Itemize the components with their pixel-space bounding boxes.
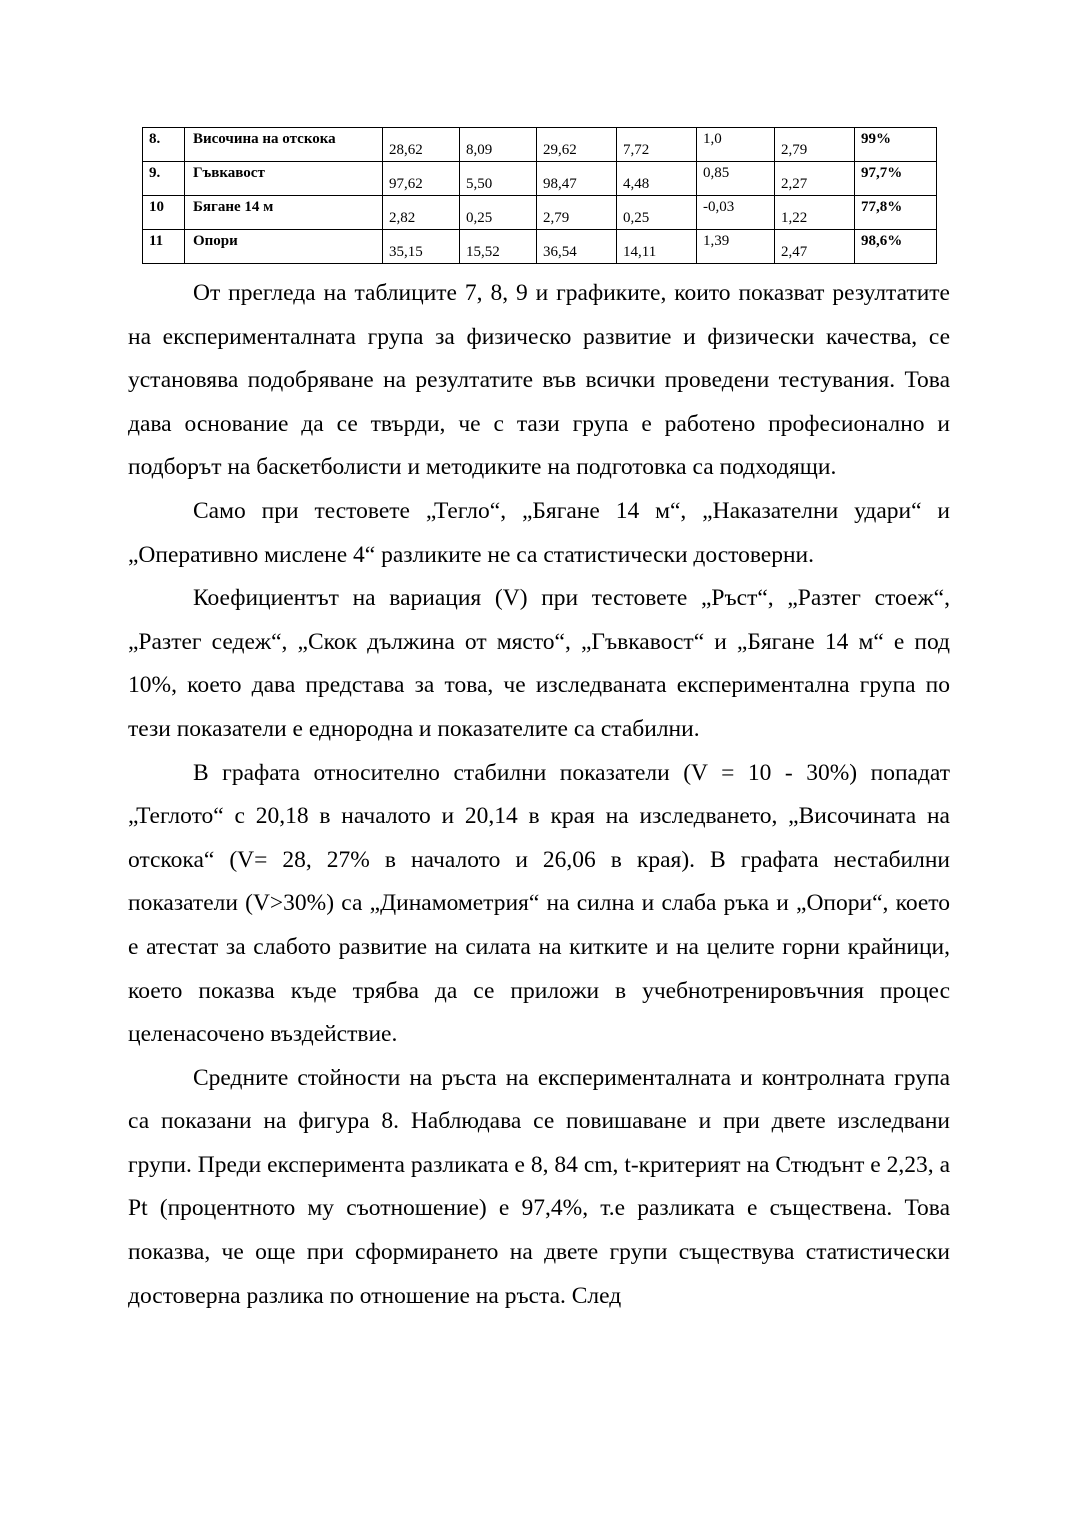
table-cell: 8,09 — [460, 128, 537, 162]
table-row — [143, 162, 937, 196]
table-cell: 5,50 — [460, 162, 537, 196]
paragraph: Коефициентът на вариация (V) при тестовете „Ръст“, „Разтег стоеж“, „Разтег седеж“, „Скок дължина от място“, „Гъвкавост“ и „Бягане 14 м“ е под 10%, което дава представа за това, че изследваната експериментална група по тези показатели е еднородна и показателите са стабилни. — [128, 585, 950, 742]
table-cell: 97,62 — [383, 162, 460, 196]
paragraph: Само при тестовете „Тегло“, „Бягане 14 м“, „Наказателни удари“ и „Оперативно мислене 4“ разликите не са статистически достоверни. — [128, 497, 950, 568]
table-cell: 2,79 — [775, 128, 855, 162]
row-label: Бягане 14 м — [185, 196, 383, 230]
table-cell: 15,52 — [460, 230, 537, 264]
row-number: 8. — [143, 128, 185, 162]
row-number: 10 — [143, 196, 185, 230]
table-cell: 0,85 — [697, 162, 775, 196]
table-cell: 2,27 — [775, 162, 855, 196]
table-row — [143, 230, 937, 264]
table-cell: 1,0 — [697, 128, 775, 162]
table-cell: 4,48 — [617, 162, 697, 196]
table-cell: 28,62 — [383, 128, 460, 162]
table-cell: -0,03 — [697, 196, 775, 230]
table-cell-pt: 97,7% — [855, 162, 937, 196]
paragraph: Средните стойности на ръста на експерименталната и контролната група са показани на фигура 8. Наблюдава се повишаване и при двете изследвани групи. Преди експеримента разликата е 8, 84 cm, t-критерият на Стюдънт е 2,23, а Pt (процентното му съотношение) е 97,4%, т.е разликата е съществена. Това показва, че още при сформирането на двете групи съществува статистически достоверна разлика по отношение на ръста. След — [128, 1064, 950, 1309]
table-cell-pt: 99% — [855, 128, 937, 162]
results-table — [142, 127, 937, 264]
table-row — [143, 128, 937, 162]
table-cell: 35,15 — [383, 230, 460, 264]
table-cell: 36,54 — [537, 230, 617, 264]
table-row — [143, 196, 937, 230]
table-cell: 98,47 — [537, 162, 617, 196]
row-label: Опори — [185, 230, 383, 264]
row-label: Гъвкавост — [185, 162, 383, 196]
row-label: Височина на отскока — [185, 128, 383, 162]
table-cell-pt: 77,8% — [855, 196, 937, 230]
paragraph: В графата относително стабилни показатели (V = 10 - 30%) попадат „Теглото“ с 20,18 в началото и 20,14 в края на изследването, „Височината на отскока“ (V= 28, 27% в началото и 26,06 в края). В графата нестабилни показатели (V>30%) са „Динамометрия“ на силна и слаба ръка и „Опори“, което е атестат за слабото развитие на силата на китките и на целите горни крайници, което показва къде трябва да се приложи в учебнотренировъчния процес целенасочено въздействие. — [128, 759, 950, 1048]
table-cell: 1,22 — [775, 196, 855, 230]
row-number: 9. — [143, 162, 185, 196]
table-cell: 0,25 — [460, 196, 537, 230]
table-cell: 29,62 — [537, 128, 617, 162]
table-cell-pt: 98,6% — [855, 230, 937, 264]
row-number: 11 — [143, 230, 185, 264]
body-text — [128, 272, 950, 1318]
paragraph: От прегледа на таблиците 7, 8, 9 и графиките, които показват резултатите на експерименталната група за физическо развитие и физически качества, се установява подобряване на резултатите във всички проведени тестувания. Това дава основание да се твърди, че с тази група е работено професионално и подборът на баскетболисти и методиките на подготовка са подходящи. — [128, 280, 950, 481]
table-cell: 0,25 — [617, 196, 697, 230]
table-cell: 1,39 — [697, 230, 775, 264]
table-cell: 2,47 — [775, 230, 855, 264]
table-cell: 7,72 — [617, 128, 697, 162]
table-cell: 14,11 — [617, 230, 697, 264]
table-cell: 2,79 — [537, 196, 617, 230]
table-cell: 2,82 — [383, 196, 460, 230]
